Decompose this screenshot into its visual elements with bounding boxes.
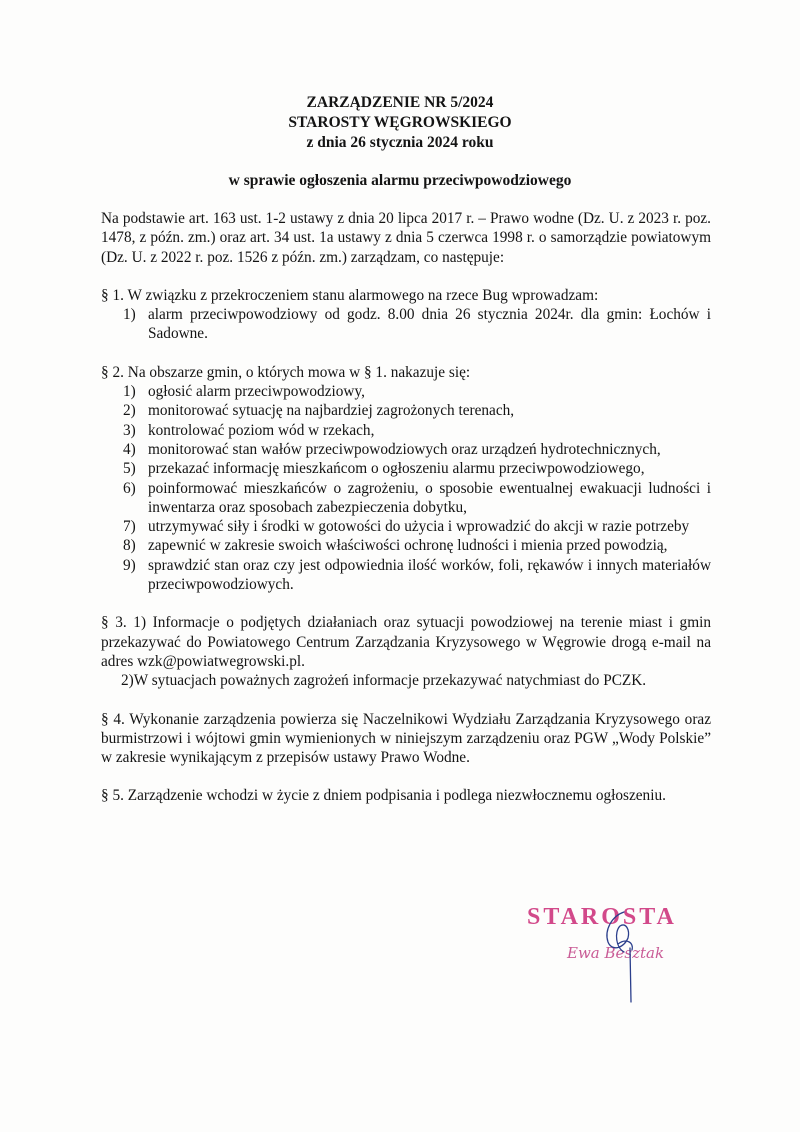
list-item: 9) sprawdzić stan oraz czy jest odpowiednia ilość worków, foli, rękawów i innych materiałów przeciwpowodziowych. [123,556,711,594]
list-item: 8) zapewnić w zakresie swoich właściwości ochronę ludności i mienia przed powodzią, [123,537,668,555]
list-item: 1) alarm przeciwpowodziowy od godz. 8.00 dnia 26 stycznia 2024r. dla gmin: Łochów i Sadowne. [123,306,711,343]
section-3-paragraph-1: § 3. 1) Informacje o podjętych działaniach oraz sytuacji powodziowej na terenie miast i gmin przekazywać do Powiatowego Centrum Zarządzania Kryzysowego w Węgrowie drogą e-mail na adres wzk@powiatwegrowski.pl. [101,614,711,670]
intro-paragraph: Na podstawie art. 163 ust. 1-2 ustawy z dnia 20 lipca 2017 r. – Prawo wodne (Dz. U. z 2023 r. poz. 1478, z późn. zm.) oraz art. 34 ust. 1a ustawy z dnia 5 czerwca 1998 r. o samorządzie powiatowym (Dz. U. z 2022 r. poz. 1526 z późn. zm.) zarządzam, co następuje: [101,210,711,266]
section-1-list [101,305,711,344]
section-5-paragraph: § 5. Zarządzenie wchodzi w życie z dniem podpisania i podlega niezwłocznemu ogłoszeniu. [101,787,666,805]
document-header [0,93,800,153]
list-item: 6) poinformować mieszkańców o zagrożeniu, o sposobie ewentualnej ewakuacji ludności i inwentarza oraz sposobach zabezpieczenia dobytku, [123,479,711,516]
stamp-name: Ewa Besztak [567,944,665,962]
list-item: 1) ogłosić alarm przeciwpowodziowy, [123,383,365,401]
list-item: 7) utrzymywać siły i środki w gotowości do użycia i wprowadzić do akcji w razie potrzeby [123,518,690,536]
handwritten-signature [590,908,650,1004]
document-subject: w sprawie ogłoszenia alarmu przeciwpowodziowego [228,172,572,189]
list-item: 3) kontrolować poziom wód w rzekach, [123,421,375,439]
section-2-lead: § 2. Na obszarze gmin, o których mowa w § 1. nakazuje się: [101,363,471,381]
list-item: 5) przekazać informację mieszkańcom o ogłoszeniu alarmu przeciwpowodziowego, [123,460,645,478]
section-2-list [101,382,711,594]
header-authority: STAROSTY WĘGROWSKIEGO [288,114,512,131]
section-1-lead: § 1. W związku z przekroczeniem stanu alarmowego na rzece Bug wprowadzam: [101,286,599,304]
header-title: ZARZĄDZENIE NR 5/2024 [306,94,494,111]
header-date: z dnia 26 stycznia 2024 roku [306,134,494,151]
document-body [101,209,711,806]
list-item: 4) monitorować stan wałów przeciwpowodziowych oraz urządzeń hydrotechnicznych, [123,440,661,458]
list-item: 2) monitorować sytuację na najbardziej zagrożonych terenach, [123,402,515,420]
section-4-paragraph: § 4. Wykonanie zarządzenia powierza się Naczelnikowi Wydziału Zarządzania Kryzysowego oraz burmistrzowi i wójtowi gmin wymienionych w niniejszym zarządzeniu oraz PGW „Wody Polskie” w zakresie wynikającym z przepisów ustawy Prawo Wodne. [101,710,711,767]
section-3-paragraph-2: 2)W sytuacjach poważnych zagrożeń informacje przekazywać natychmiast do PCZK. [121,672,647,690]
stamp-title: STAROSTA [527,904,677,930]
